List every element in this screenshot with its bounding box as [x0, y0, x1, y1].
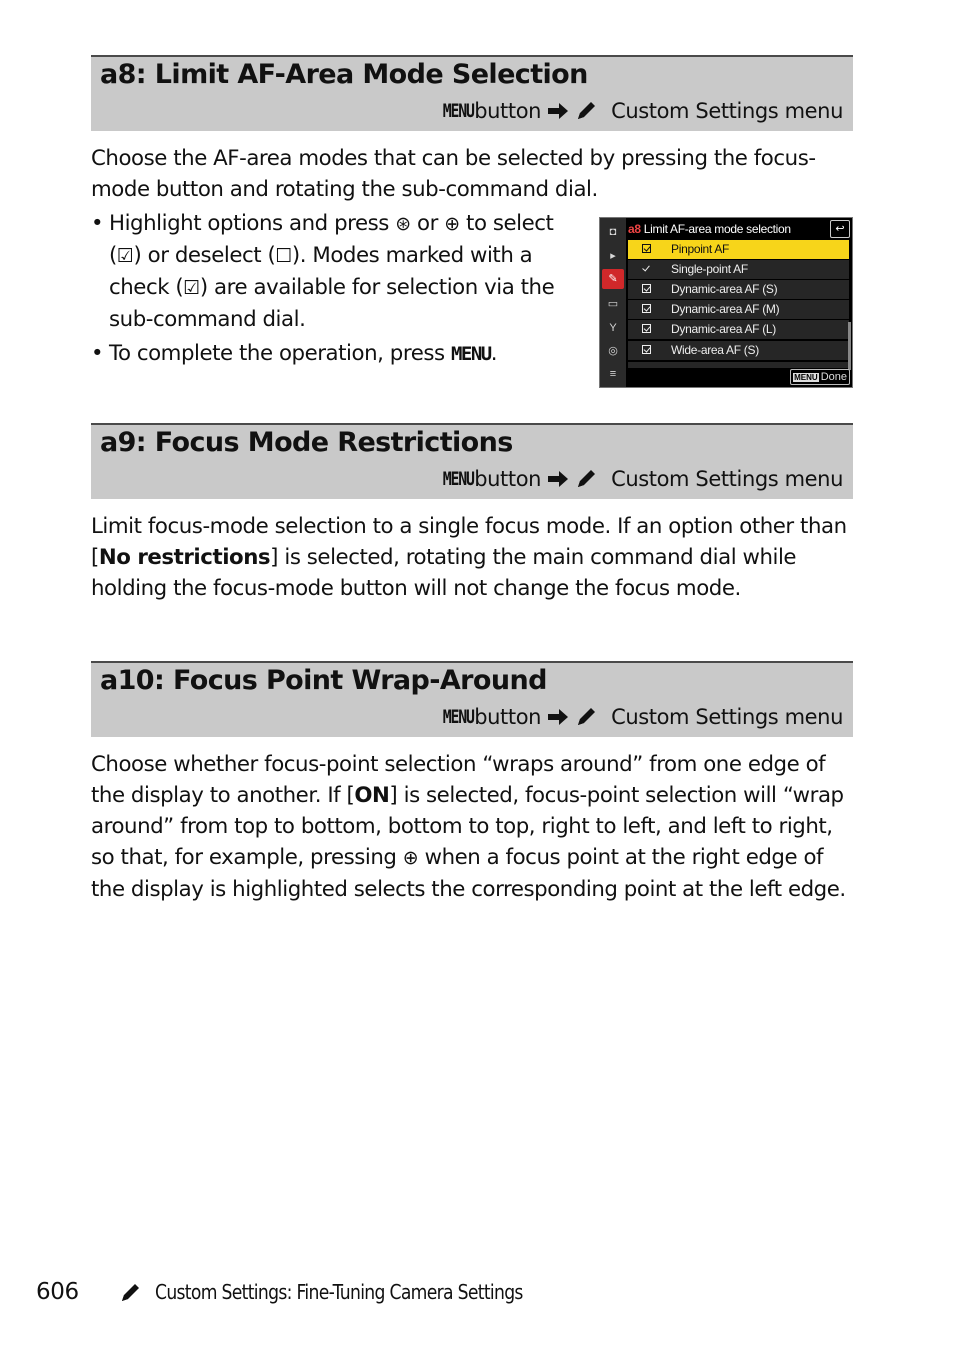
menu-path [434, 466, 843, 492]
menu-button-label: MENU [450, 343, 491, 365]
text: . [490, 341, 498, 366]
row-label: Dynamic-area AF (S) [671, 282, 778, 296]
movie-icon: ▸ [610, 250, 616, 262]
row-label: Pinpoint AF [671, 242, 730, 256]
retouch-icon: ◎ [608, 345, 618, 357]
playback-icon: ▭ [607, 298, 619, 310]
camera-row-dynamic-m[interactable] [628, 300, 849, 319]
done-button[interactable] [790, 369, 850, 385]
arrow-right-icon [547, 102, 569, 120]
text: To complete the operation, press [109, 341, 451, 366]
camera-menu-sidebar [600, 218, 626, 388]
text: when a focus point at the right edge of the display is highlighted selects the corresponding point at the left edge. [91, 845, 846, 902]
list-item [91, 208, 569, 335]
camera-icon: ◘ [609, 226, 617, 238]
menu-button-label: MENU [443, 100, 475, 122]
option-name: No restrictions [98, 545, 271, 570]
menu-path-target: Custom Settings menu [611, 99, 843, 123]
camera-row-partial [628, 362, 849, 368]
list-item [91, 338, 571, 370]
text: ). Modes marked with a check ( [109, 243, 533, 300]
wrench-icon: Y [609, 322, 617, 334]
camera-screen-title [628, 220, 791, 238]
multi-selector-right-icon: ⊕ [402, 847, 419, 869]
section-title: a8: Limit AF-Area Mode Selection [100, 59, 588, 90]
text: ) are available for selection via the sub-command dial. [109, 275, 555, 332]
menu-code: a8 [628, 222, 641, 236]
camera-row-dynamic-l[interactable] [628, 320, 849, 339]
camera-row-single-point-af[interactable] [628, 260, 849, 279]
checkbox-icon [642, 345, 651, 354]
checkbox-icon [642, 304, 651, 313]
text: Limit focus-mode selection to a single focus mode. If an option other than [ [91, 514, 847, 570]
multi-selector-right-icon: ⊕ [444, 213, 460, 235]
footer-chapter-title: Custom Settings: Fine-Tuning Camera Settings [155, 1280, 523, 1304]
menu-path-target: Custom Settings menu [611, 467, 843, 491]
text: to select ( [109, 211, 554, 268]
section-header-a8 [91, 55, 853, 131]
section-title: a9: Focus Mode Restrictions [100, 427, 513, 458]
text: Choose whether focus-point selection “wraps around” from one edge of the display to another. If [ [91, 752, 826, 808]
pencil-icon: ✎ [602, 269, 624, 289]
section-header-a10 [91, 661, 853, 737]
a9-body [91, 511, 853, 604]
check-mark-icon [642, 264, 651, 273]
menu-button-label: MENU [443, 468, 475, 490]
menu-path-target: Custom Settings menu [611, 705, 843, 729]
camera-row-wide-s[interactable] [628, 341, 849, 360]
section-title: a10: Focus Point Wrap-Around [100, 665, 547, 696]
pencil-icon [575, 100, 597, 122]
arrow-right-icon [547, 470, 569, 488]
option-name: ON [354, 783, 390, 808]
text: ] is selected, focus-point selection will “wrap around” from top to bottom, bottom to top, right to left, and left to right, so that, for example, pressing [91, 783, 844, 870]
camera-screen [599, 217, 853, 388]
text: ) or deselect ( [133, 243, 276, 268]
text: or [410, 211, 445, 236]
ok-button-icon: ⊛ [395, 213, 411, 235]
scrollbar[interactable] [848, 322, 851, 370]
menu-path-button-word: button [474, 467, 542, 491]
menu-button-label: MENU [443, 706, 475, 728]
menu-key-icon: MENU [794, 373, 818, 382]
a8-bullet-list [91, 208, 571, 370]
unchecked-box-icon: ☐ [275, 245, 292, 267]
checkbox-icon [642, 324, 651, 333]
pencil-icon [119, 1282, 141, 1308]
camera-row-pinpoint-af[interactable] [628, 240, 849, 259]
a8-intro: Choose the AF-area modes that can be selected by pressing the focus-mode button and rotating the sub-command dial. [91, 146, 816, 202]
menu-path [434, 98, 843, 124]
checkbox-icon [642, 244, 651, 253]
menu-path [434, 704, 843, 730]
back-icon[interactable]: ↩ [830, 220, 850, 238]
row-label: Single-point AF [671, 262, 748, 276]
checked-box-icon: ☑ [183, 277, 200, 299]
pencil-icon [575, 468, 597, 490]
page-number: 606 [36, 1279, 79, 1305]
text: ] is selected, rotating the main command dial while holding the focus-mode button will not change the focus mode. [91, 545, 797, 601]
pencil-icon [575, 706, 597, 728]
arrow-right-icon [547, 708, 569, 726]
done-label: Done [820, 371, 847, 383]
checked-box-icon: ☑ [116, 245, 134, 267]
menu-path-button-word: button [474, 99, 542, 123]
menu-path-button-word: button [474, 705, 542, 729]
a10-body [91, 749, 853, 905]
row-label: Dynamic-area AF (L) [671, 322, 776, 336]
row-label: Wide-area AF (S) [671, 343, 759, 357]
checkbox-icon [642, 284, 651, 293]
title-text: Limit AF-area mode selection [643, 222, 791, 236]
section-header-a9 [91, 423, 853, 499]
text: Highlight options and press [109, 211, 396, 236]
row-label: Dynamic-area AF (M) [671, 302, 780, 316]
my-menu-icon: ≡ [609, 368, 617, 380]
camera-row-dynamic-s[interactable] [628, 280, 849, 299]
